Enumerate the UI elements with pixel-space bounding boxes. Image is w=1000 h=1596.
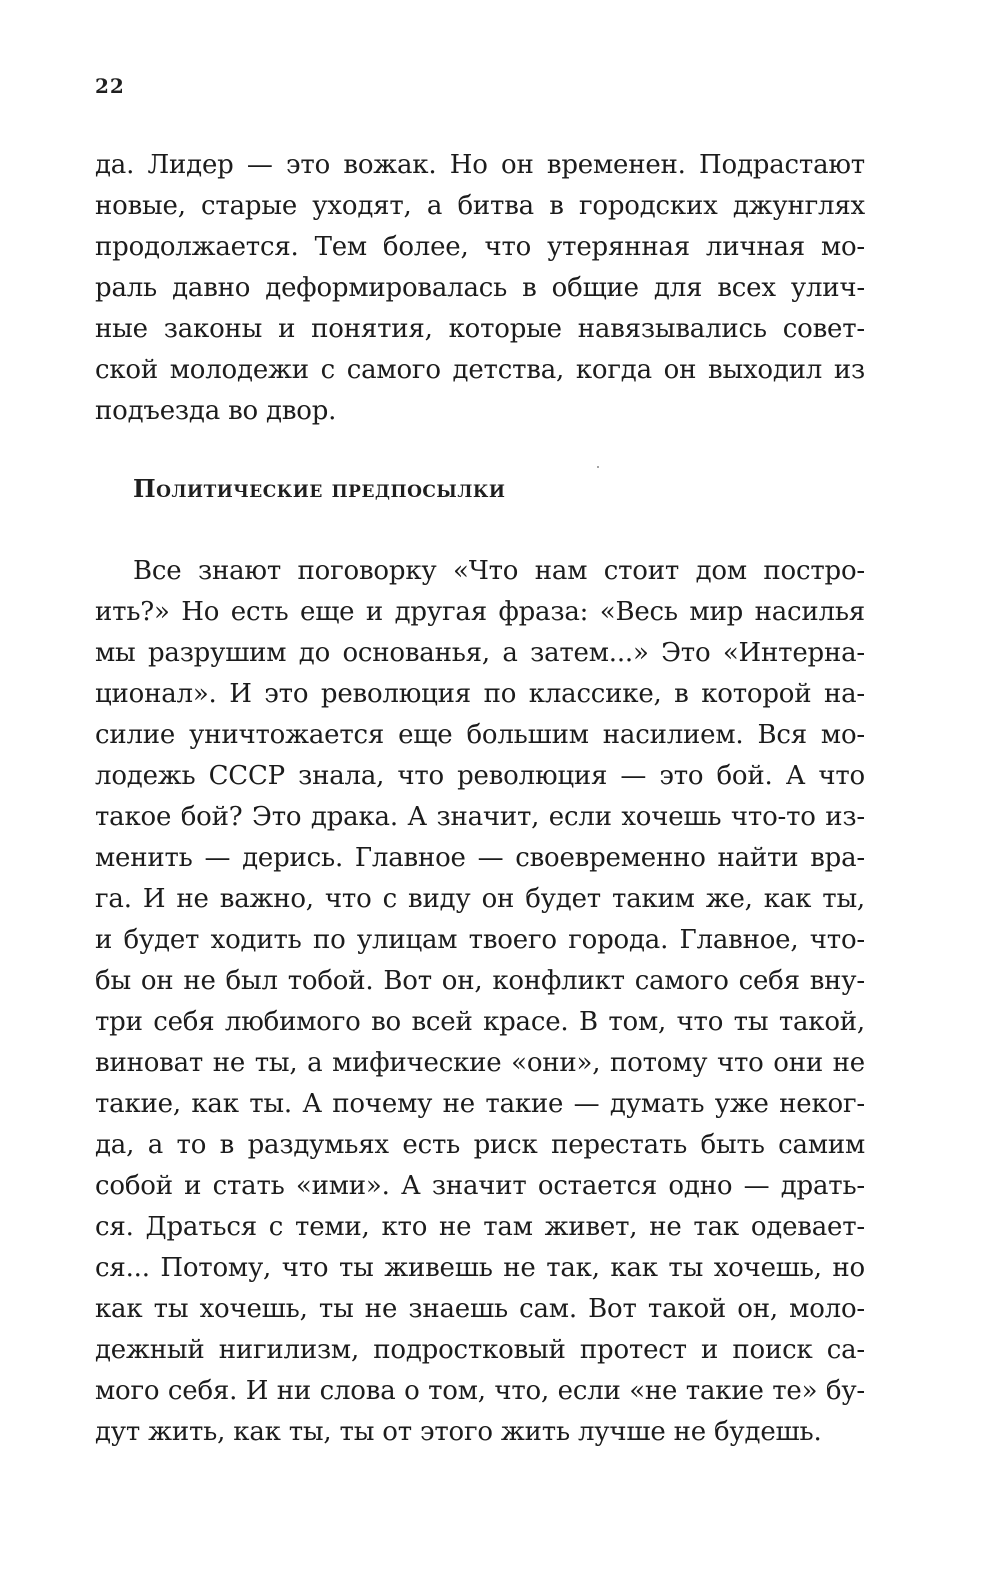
text-line: ить?» Но есть еще и другая фраза: «Весь мир насилья (95, 597, 865, 627)
text-line: и будет ходить по улицам твоего города. Главное, что- (95, 925, 865, 955)
text-line: новые, старые уходят, а битва в городских джунглях (95, 191, 865, 221)
text-line: лодежь СССР знала, что революция — это бой. А что (95, 761, 865, 791)
text-line: такое бой? Это драка. А значит, если хочешь что-то из- (95, 802, 865, 832)
text-line: да, а то в раздумьях есть риск перестать быть самим (95, 1130, 865, 1160)
text-line: раль давно деформировалась в общие для всех улич- (95, 273, 865, 303)
text-line: ской молодежи с самого детства, когда он выходил из (95, 355, 865, 385)
scan-speck (597, 466, 599, 468)
text-line: виноват не ты, а мифические «они», потому что они не (95, 1048, 865, 1078)
text-line: подъезда во двор. (95, 396, 337, 426)
text-line: собой и стать «ими». А значит остается одно — драть- (95, 1171, 865, 1201)
text-line: мого себя. И ни слова о том, что, если «не такие те» бу- (95, 1376, 865, 1406)
text-line: как ты хочешь, ты не знаешь сам. Вот такой он, моло- (95, 1294, 865, 1324)
text-line: такие, как ты. А почему не такие — думать уже неког- (95, 1089, 865, 1119)
page-number: 22 (95, 74, 125, 98)
section-heading: Политические предпосылки (133, 474, 506, 503)
text-line: три себя любимого во всей красе. В том, что ты такой, (95, 1007, 865, 1037)
text-line: дежный нигилизм, подростковый протест и поиск са- (95, 1335, 865, 1365)
text-line: ционал». И это революция по классике, в которой на- (95, 679, 865, 709)
text-line: Все знают поговорку «Что нам стоит дом постро- (133, 556, 865, 586)
text-line: продолжается. Тем более, что утерянная личная мо- (95, 232, 865, 262)
text-line: бы он не был тобой. Вот он, конфликт самого себя вну- (95, 966, 865, 996)
text-line: ные законы и понятия, которые навязывались совет- (95, 314, 865, 344)
paragraph-intro (95, 145, 865, 432)
text-line: ся... Потому, что ты живешь не так, как ты хочешь, но (95, 1253, 865, 1283)
text-line: да. Лидер — это вожак. Но он временен. Подрастают (95, 150, 865, 180)
text-line: менить — дерись. Главное — своевременно найти вра- (95, 843, 865, 873)
text-line: силие уничтожается еще большим насилием. Вся мо- (95, 720, 865, 750)
text-line: дут жить, как ты, ты от этого жить лучше не будешь. (95, 1417, 822, 1447)
paragraph-main (95, 551, 865, 1453)
text-line: га. И не важно, что с виду он будет таким же, как ты, (95, 884, 865, 914)
text-line: мы разрушим до основанья, а затем...» Это «Интерна- (95, 638, 865, 668)
text-line: ся. Драться с теми, кто не там живет, не так одевает- (95, 1212, 865, 1242)
